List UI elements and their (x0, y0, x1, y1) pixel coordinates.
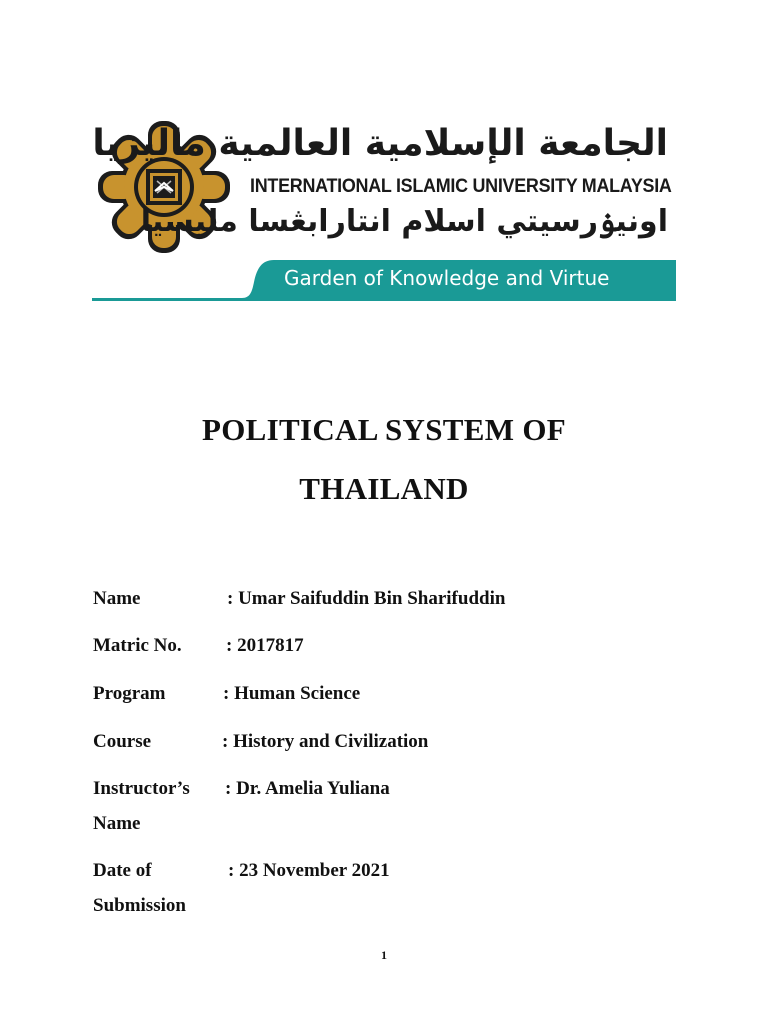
jawi-university-name: اونيۏرسيتي اسلام انتارابڠسا مليسيا (140, 204, 668, 239)
detail-label: Date of (93, 860, 152, 881)
detail-value: : Human Science (223, 683, 361, 704)
detail-value: : Umar Saifuddin Bin Sharifuddin (227, 588, 506, 609)
detail-label-continued: Submission (93, 895, 186, 916)
detail-label: Instructor’s (93, 778, 190, 799)
detail-value: : Dr. Amelia Yuliana (225, 778, 390, 799)
detail-label: Course (93, 731, 152, 752)
detail-value: : 2017817 (226, 635, 304, 656)
document-title-line-2: THAILAND (299, 471, 469, 506)
motto-text: Garden of Knowledge and Virtue (284, 266, 610, 290)
detail-value: : 23 November 2021 (228, 860, 390, 881)
arabic-university-name: الجامعة الإسلامية العالمية ماليزيا (92, 123, 668, 164)
detail-label-continued: Name (93, 813, 141, 834)
detail-label: Program (93, 683, 166, 704)
document-title-line-1: POLITICAL SYSTEM OF (201, 412, 566, 447)
detail-label: Name (93, 588, 141, 609)
english-university-name: INTERNATIONAL ISLAMIC UNIVERSITY MALAYSIA (250, 175, 672, 197)
page-number: 1 (381, 948, 387, 962)
detail-label: Matric No. (93, 635, 182, 656)
university-logo (92, 118, 676, 304)
detail-value: : History and Civilization (222, 731, 429, 752)
